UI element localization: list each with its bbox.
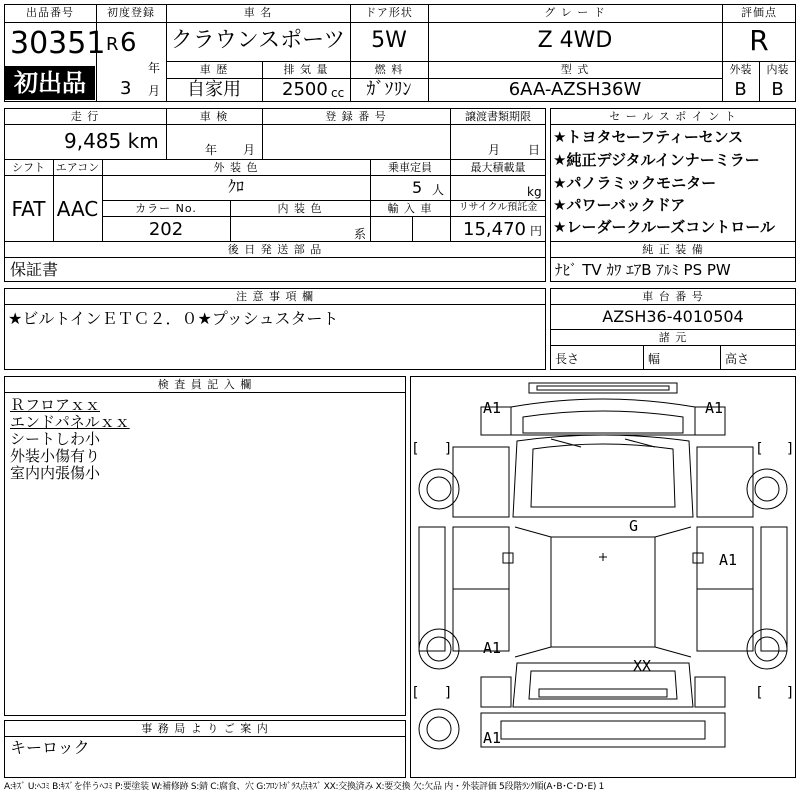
inspector-line: エンドパネルｘｘ xyxy=(10,413,130,431)
svg-text:]: ] xyxy=(787,685,793,701)
height-label: 高さ xyxy=(725,352,750,366)
inspector-line: Ｒフロアｘｘ xyxy=(10,396,101,414)
exterior-color-label: 外 装 色 xyxy=(213,161,259,174)
fuel: ｶﾞｿﾘﾝ xyxy=(366,79,412,100)
ac-label: エアコン xyxy=(55,161,100,174)
first-reg-era: R xyxy=(106,34,119,55)
mileage-label: 走 行 xyxy=(70,110,100,123)
chassis-label: 車 台 番 号 xyxy=(642,290,704,303)
max-load-label: 最大積載量 xyxy=(470,161,526,174)
damage-mark: A1 xyxy=(719,551,738,569)
history: 自家用 xyxy=(187,79,241,100)
inspection-label: 車 検 xyxy=(199,110,229,123)
inspection-year-unit: 年 xyxy=(205,143,218,157)
fuel-label: 燃 料 xyxy=(374,63,404,76)
svg-text:]: ] xyxy=(445,441,451,457)
svg-text:[: [ xyxy=(757,441,763,457)
first-reg-year: 6 xyxy=(120,28,137,58)
model-label: 型 式 xyxy=(560,63,590,76)
svg-text:[: [ xyxy=(757,685,763,701)
grade-label: グ レ ー ド xyxy=(544,6,606,19)
capacity-label: 乗車定員 xyxy=(388,161,432,174)
svg-text:]: ] xyxy=(445,685,451,701)
color-no-label: カラー No. xyxy=(135,202,197,215)
inspector-line: 外装小傷有り xyxy=(10,447,101,465)
int-grade: B xyxy=(771,79,784,100)
genuine-equipment: ﾅﾋﾞ TV ｶﾜ ｴｱB ｱﾙﾐ PS PW xyxy=(555,261,731,279)
shift: FAT xyxy=(11,197,46,221)
damage-mark: G xyxy=(629,517,639,535)
grade: Z 4WD xyxy=(537,28,613,53)
chassis-number: AZSH36-4010504 xyxy=(602,307,744,326)
car-diagram xyxy=(410,376,796,778)
notes: ★ビルトインＥＴＣ２．０★プッシュスタート xyxy=(8,309,339,328)
month-unit: 月 xyxy=(148,84,161,98)
capacity-unit: 人 xyxy=(432,183,445,197)
selling-point-item: ★トヨタセーフティーセンス xyxy=(553,128,744,146)
genuine-equipment-label: 純 正 装 備 xyxy=(642,243,704,256)
selling-point-item: ★純正デジタルインナーミラー xyxy=(553,151,760,169)
transfer-day-unit: 日 xyxy=(528,143,541,157)
first-listing-badge: 初出品 xyxy=(5,66,95,100)
interior-color-unit: 系 xyxy=(354,227,367,241)
score-label: 評価点 xyxy=(741,6,777,19)
color-number: 202 xyxy=(148,219,184,240)
lot-no-label: 出品番号 xyxy=(26,6,74,19)
damage-mark: XX xyxy=(633,657,652,675)
inspection-month-unit: 月 xyxy=(243,143,256,157)
damage-mark: A1 xyxy=(483,399,502,417)
lot-number: 30351 xyxy=(10,26,106,61)
width-label: 幅 xyxy=(648,352,661,366)
inspector-line: シートしわ小 xyxy=(10,430,101,448)
history-label: 車 歴 xyxy=(199,63,229,76)
legend: A:ｷｽﾞ U:ﾍｺﾐ B:ｷｽﾞを伴うﾍｺﾐ P:要塗装 W:補修跡 S:錆 C:腐食、穴 G:ﾌﾛﾝﾄｶﾞﾗｽ点ｷｽﾞ XX:交換済み X:要交換 欠:欠品 内・外装評価 5段階ﾗﾝｸ順(A･B･C･D･E) 1 xyxy=(4,782,605,792)
svg-text:]: ] xyxy=(787,441,793,457)
reg-number-label: 登 録 番 号 xyxy=(325,110,387,123)
import-label: 輸 入 車 xyxy=(387,202,433,215)
model-code: 6AA-AZSH36W xyxy=(508,79,642,100)
air-conditioner: AAC xyxy=(56,197,99,221)
office-label: 事 務 局 よ り ご 案 内 xyxy=(141,722,269,735)
selling-point-item: ★レーダークルーズコントロール xyxy=(553,218,775,236)
transfer-deadline-label: 譲渡書類期限 xyxy=(465,110,531,123)
inspector-line: 室内内張傷小 xyxy=(10,464,101,482)
shift-label: シフト xyxy=(12,161,45,174)
int-grade-label: 内装 xyxy=(766,63,789,76)
mileage: 9,485 km xyxy=(64,129,159,153)
recycle-deposit: 15,470 xyxy=(463,219,526,240)
damage-mark: A1 xyxy=(483,729,502,747)
selling-points-label: セ ー ル ス ポ イ ン ト xyxy=(609,110,737,123)
selling-point-item: ★パノラミックモニター xyxy=(553,174,717,192)
ext-grade-label: 外装 xyxy=(729,63,752,76)
first-reg-label: 初度登録 xyxy=(107,6,155,19)
max-load-unit: kg xyxy=(527,185,542,199)
ext-grade: B xyxy=(734,79,747,100)
transfer-month-unit: 月 xyxy=(488,143,501,157)
damage-mark: A1 xyxy=(483,639,502,657)
car-name-label: 車 名 xyxy=(243,6,273,19)
notes-label: 注 意 事 項 欄 xyxy=(236,290,314,303)
displacement: 2500 xyxy=(282,79,328,100)
displacement-label: 排 気 量 xyxy=(283,63,329,76)
capacity: 5 xyxy=(412,178,423,197)
length-label: 長さ xyxy=(555,352,580,366)
svg-text:[: [ xyxy=(413,441,419,457)
score: R xyxy=(749,24,769,57)
damage-mark: A1 xyxy=(705,399,724,417)
selling-point-item: ★パワーバックドア xyxy=(553,196,686,214)
recycle-label: リサイクル預託金 xyxy=(458,202,538,213)
office-message: キーロック xyxy=(10,738,90,757)
exterior-color: ｸﾛ xyxy=(227,177,244,196)
first-reg-month: 3 xyxy=(120,78,132,99)
door-type: 5W xyxy=(371,28,407,53)
svg-text:[: [ xyxy=(413,685,419,701)
year-unit: 年 xyxy=(148,61,161,75)
interior-color-label: 内 装 色 xyxy=(277,202,323,215)
later-parts-label: 後 日 発 送 部 品 xyxy=(227,243,323,256)
spec-label: 諸 元 xyxy=(658,331,688,344)
recycle-unit: 円 xyxy=(530,224,543,238)
inspector-label: 検 査 員 記 入 欄 xyxy=(157,378,253,391)
displacement-unit: cc xyxy=(331,86,345,100)
car-name: クラウンスポーツ xyxy=(170,28,346,53)
door-label: ドア形状 xyxy=(365,6,413,19)
later-parts: 保証書 xyxy=(10,260,59,279)
